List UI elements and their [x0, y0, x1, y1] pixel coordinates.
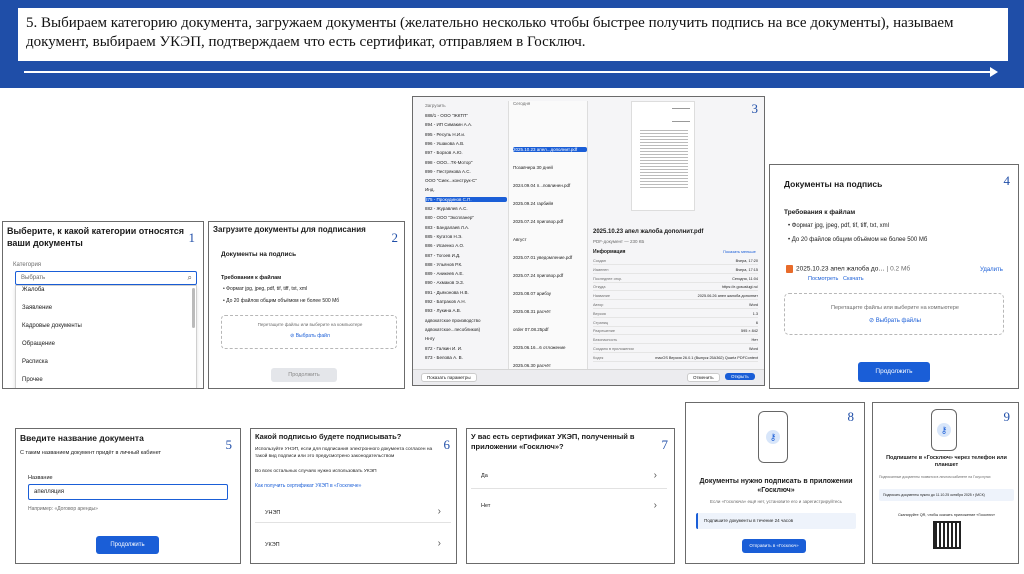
folder-item[interactable]: адвокатское...песобликов): [425, 326, 481, 332]
option-yes-label: Да: [481, 473, 488, 479]
info-key: Название: [593, 294, 610, 299]
qr-hint: Сканируйте QR, чтобы скачать приложение «Госключ»: [897, 513, 996, 517]
chevron-right-icon: ›: [437, 506, 441, 517]
panel-category: [2, 221, 204, 389]
info-key: Последнее откр.: [593, 276, 623, 281]
info-row: [593, 275, 758, 283]
folder-item[interactable]: 880 - ООО "Экспланер": [425, 215, 475, 221]
deadline-box: [879, 489, 1014, 501]
download-link[interactable]: Скачать: [843, 276, 864, 282]
info-key: Кодек: [593, 355, 604, 360]
notice-text: Подпишите документы в течение 24 часов: [704, 518, 793, 523]
info-key: Создан: [593, 259, 606, 263]
info-key: Безопасность: [593, 338, 618, 343]
requirement-size: • До 20 файлов общим объёмом не более 500 Мб: [788, 237, 928, 243]
option-receipt[interactable]: Расписка: [22, 359, 48, 365]
page-title: Какой подписью будете подписывать?: [255, 432, 402, 441]
info-row: [593, 354, 758, 362]
folder-item[interactable]: 883 - Бандалаев Л.А.: [425, 224, 470, 230]
info-value: 2025.06.26 апел жалоба дополнит: [697, 294, 758, 299]
delete-link[interactable]: Удалить: [980, 267, 1003, 273]
folder-item[interactable]: 875 - Прокудинов С.П.: [425, 197, 507, 202]
folder-item[interactable]: адвокатское производство: [425, 317, 481, 323]
category-dropdown: [15, 285, 197, 389]
file-size: 0.2 Мб: [890, 265, 911, 273]
info-value: Нет: [751, 338, 758, 343]
requirements-title: Требования к файлам: [784, 209, 856, 216]
folder-item[interactable]: 894 - ИП Симакин А.А.: [425, 122, 473, 128]
key-icon: ⚷: [937, 423, 951, 437]
info-value: Word: [748, 303, 758, 307]
option-ukep[interactable]: [255, 535, 451, 555]
panel-upload: [208, 221, 405, 389]
phone-icon: [758, 411, 788, 463]
file-item[interactable]: order 07.08.25pdf: [513, 327, 549, 332]
drop-text: Перетащите файлы или выберите на компьютере: [831, 305, 959, 311]
folder-item[interactable]: 898 - ООО...ТК-Мотор": [425, 159, 473, 165]
list-header: Сегодня: [513, 101, 531, 106]
panel-certificate: [466, 428, 675, 564]
info-row: [593, 292, 758, 300]
option-complaint[interactable]: Жалоба: [22, 287, 45, 293]
open-button[interactable]: Открыть: [725, 373, 755, 380]
option-unep-label: УНЭП: [265, 510, 281, 516]
selected-file-size: PDF-документ — 230 КБ: [593, 239, 645, 244]
name-input-value: апелляция: [34, 489, 65, 495]
arrow-right-icon: [24, 71, 996, 73]
panel-file-dialog: [412, 96, 765, 386]
folder-item[interactable]: Инд.: [425, 187, 435, 193]
info-value: 1.3: [752, 311, 758, 316]
info-row: [593, 336, 758, 344]
file-item[interactable]: 2025.08.07 арибзу: [513, 291, 552, 296]
file-item[interactable]: 2025.06.30 расчёт: [513, 363, 551, 368]
panel-number: 8: [847, 409, 854, 424]
paperclip-icon: ⊘: [869, 318, 876, 324]
folder-item[interactable]: 872 - Галкин И. И.: [425, 345, 463, 351]
chevron-right-icon: ›: [653, 470, 657, 481]
option-application[interactable]: Заявление: [22, 305, 53, 311]
choose-files-link[interactable]: ⊘ Выбрать файлы: [869, 318, 921, 324]
name-input[interactable]: [28, 484, 228, 500]
name-hint: Например: «Договор аренды»: [28, 506, 98, 512]
continue-button[interactable]: Продолжить: [96, 536, 159, 554]
sidebar-header: Загрузить: [425, 103, 446, 108]
unep-description: Используйте УНЭП, если для подписания электронного документа согласен на такой вид подписи или это предусмотрено законодательством: [255, 447, 433, 459]
info-row: [593, 266, 758, 274]
continue-button[interactable]: Продолжить: [858, 362, 930, 382]
install-hint: Если «Госключа» ещё нет, установите его и зарегистрируйтесь: [710, 499, 842, 504]
uploaded-file: 2025.10.23 апел жалоба до… | 0.2 Мб: [786, 265, 910, 273]
info-key: Создано в приложении: [593, 347, 634, 351]
info-row: [593, 345, 758, 353]
dialog-footer: [413, 369, 765, 386]
option-no[interactable]: [471, 495, 667, 519]
info-value: https://e.gosuslugi.ru/: [721, 285, 758, 290]
info-value: Вчера, 17:20: [735, 259, 758, 263]
info-value: macOS Версия 26.0.1 (Выпуск 25A362) Quartz PDFContext: [655, 355, 758, 360]
panel-number: 5: [225, 437, 232, 452]
option-no-label: Нет: [481, 503, 491, 509]
instruction-text: 5. Выбираем категорию документа, загружаем документы (желательно несколько чтобы быстрее получить подпись на все документы), называем документ, выбираем УКЭП, подтверждаем что есть сертификат, отправляем в Госключ.: [17, 7, 1009, 62]
selected-file-name: 2025.10.23 апел жалоба дополнит.pdf: [593, 229, 704, 235]
folder-item[interactable]: 891 - Дьяконова Н.В.: [425, 289, 469, 295]
panel-number: 6: [443, 437, 450, 452]
file-item[interactable]: 2025.10.23 апел...дополнит.pdf: [513, 147, 587, 152]
folder-item[interactable]: 887 - Тогоев И.Д.: [425, 252, 461, 258]
page-subtitle: С таким названием документ придёт в личный кабинет: [20, 450, 161, 456]
send-goskey-button[interactable]: Отправить в «Госключ»: [742, 539, 806, 553]
file-item[interactable]: 2025.08.31 расчёт: [513, 309, 551, 314]
qr-code-icon[interactable]: [935, 523, 959, 547]
page-title: Загрузите документы для подписания: [213, 225, 366, 234]
show-less-link[interactable]: Показать меньше: [723, 249, 756, 254]
folder-item[interactable]: 888 - Ульянов Р.К.: [425, 261, 463, 267]
folder-item[interactable]: 873 - Белова А. В.: [425, 354, 463, 360]
instruction-banner: [0, 0, 1024, 88]
info-key: Версия: [593, 311, 606, 316]
name-label: Название: [28, 475, 53, 481]
page-title: Документы нужно подписать в приложении «Госключ»: [699, 478, 853, 494]
key-icon: ⚷: [766, 430, 780, 444]
category-placeholder: Выбрать: [21, 275, 46, 281]
ukep-help-link[interactable]: Как получить сертификат УКЭП в «Госключе»: [255, 483, 362, 489]
panel-signature-type: [250, 428, 457, 564]
requirements-title: Требования к файлам: [221, 275, 282, 281]
folder-item[interactable]: 890 - Ахмаков Э.З.: [425, 280, 464, 286]
requirement-format: • Формат jpg, jpeg, pdf, tif, tiff, txt, xml: [788, 223, 890, 229]
panel-number: 4: [1003, 173, 1010, 188]
folder-item[interactable]: 897 - Борзов А.Ю.: [425, 150, 463, 156]
option-yes[interactable]: [471, 465, 667, 489]
file-item[interactable]: Позавчера 30 дней: [513, 165, 553, 170]
folder-item[interactable]: 888/1 - ООО "ЖКТП": [425, 113, 468, 118]
info-row: [593, 257, 758, 265]
panel-documents: [769, 164, 1019, 389]
show-params-button[interactable]: Показать параметры: [421, 373, 477, 382]
file-item[interactable]: 2025.09.24 гарбийя: [513, 201, 554, 206]
option-other[interactable]: Прочее: [22, 377, 43, 383]
folder-item[interactable]: 889 - Аникеев А.Е.: [425, 271, 464, 277]
info-row: [593, 301, 758, 309]
option-hr[interactable]: Кадровые документы: [22, 323, 82, 329]
file-item[interactable]: 2025.06.16...6 отложение: [513, 345, 566, 350]
info-key: Разрешение: [593, 329, 615, 334]
option-ukep-label: УКЭП: [265, 542, 280, 548]
folder-sidebar: [421, 101, 507, 369]
view-link[interactable]: Посмотреть: [808, 276, 839, 282]
option-unep[interactable]: [255, 503, 451, 523]
section-title: Документы на подпись: [221, 251, 297, 258]
cabinet-hint: Подписанные документы появятся в личном кабинете на Госуслугах: [879, 475, 991, 479]
info-value: 595 × 842: [741, 329, 758, 334]
info-row: [593, 319, 758, 327]
search-icon: ⌕: [187, 273, 192, 282]
drop-zone[interactable]: [221, 315, 397, 349]
file-item[interactable]: 2025.07.24 приговор.pdf: [513, 273, 564, 278]
panel-number: 3: [751, 101, 758, 116]
info-row: [593, 283, 758, 291]
scrollbar[interactable]: [192, 288, 195, 328]
panel-number: 2: [391, 230, 398, 245]
page-title: Документы на подпись: [784, 179, 883, 189]
panel-number: 1: [188, 230, 195, 245]
info-value: Сегодня, 11:04: [732, 276, 758, 281]
preview-text-lines: [640, 128, 688, 188]
folder-item[interactable]: 895 - Ресупь Н.И.и.: [425, 131, 466, 137]
requirement-size: • До 20 файлов общим объёмом не более 500 Мб: [223, 298, 340, 304]
file-list: [508, 101, 588, 369]
panel-qr: [872, 402, 1019, 564]
preview-heading-lines: [672, 108, 690, 122]
category-select[interactable]: [15, 271, 197, 285]
document-preview: [631, 101, 695, 211]
page-title: У вас есть сертификат УКЭП, полученный в приложении «Госключ»?: [471, 432, 635, 451]
notice-box: [696, 513, 856, 529]
file-item[interactable]: 2025.07.24 приговор.pdf: [513, 219, 564, 224]
info-row: [593, 327, 758, 335]
info-row: [593, 310, 758, 318]
folder-item[interactable]: 892 - Батраков А.Н.: [425, 299, 466, 304]
continue-button[interactable]: Продолжить: [271, 368, 337, 382]
requirement-format: • Формат jpg, jpeg, pdf, tif, tiff, txt, xml: [223, 286, 308, 292]
ukep-description: Во всех остальных случаях нужно использовать УКЭП: [255, 469, 377, 474]
info-value: Word: [748, 347, 758, 351]
panel-number: 9: [1003, 409, 1010, 424]
panel-number: 7: [661, 437, 668, 452]
paperclip-icon: ⊘: [290, 333, 296, 339]
folder-item[interactable]: 893 - Лукина А.В.: [425, 308, 461, 314]
page-title: Выберите, к какой категории относятся ваши документы: [7, 226, 185, 248]
file-item[interactable]: Август: [513, 237, 527, 242]
page-title: Подпишите в «Госключ» через телефон или планшет: [886, 455, 1007, 468]
info-value: Вчера, 17:15: [735, 267, 758, 272]
folder-item[interactable]: 882 - Журавлев А.С.: [425, 206, 468, 211]
info-title: Информация: [593, 249, 626, 255]
choose-file-link[interactable]: ⊘ Выбрать файл: [290, 333, 330, 339]
info-key: Автор: [593, 303, 604, 307]
chevron-right-icon: ›: [653, 500, 657, 511]
category-label: Категория: [13, 262, 42, 268]
drop-text: Перетащите файлы или выберите на компьютере: [257, 322, 363, 327]
option-appeal[interactable]: Обращение: [22, 341, 55, 347]
drop-zone[interactable]: [784, 293, 1004, 335]
info-key: Изменен: [593, 267, 609, 272]
file-item[interactable]: 2024.09.04 п...повлинен.pdf: [513, 183, 571, 188]
folder-item[interactable]: 896 - Ушакова А.В.: [425, 140, 465, 146]
panel-doc-name: [15, 428, 241, 564]
chevron-right-icon: ›: [437, 538, 441, 549]
folder-item[interactable]: 885 - Кугатов Н.Э.: [425, 233, 463, 239]
folder-item[interactable]: 899 - Пестрякова А.С.: [425, 168, 471, 174]
phone-icon: [931, 409, 957, 451]
info-key: Страниц: [593, 320, 609, 325]
file-item[interactable]: 2025.07.01 уведомление.pdf: [513, 255, 573, 260]
folder-item[interactable]: 886 - Исаенко А.О.: [425, 243, 465, 249]
deadline-text: Подписать документы нужно до 11.10.25 октября 2025 г (МСК): [883, 493, 985, 497]
panel-send-goskey: [685, 402, 865, 564]
folder-item[interactable]: ООО "Сиех...конструк-С": [425, 178, 477, 184]
info-value: 6: [755, 320, 758, 325]
page-title: Введите название документа: [20, 433, 144, 443]
info-key: Откуда: [593, 285, 606, 290]
folder-item[interactable]: Ннгу: [425, 336, 435, 342]
pdf-file-icon: [786, 265, 793, 273]
cancel-button[interactable]: Отменить: [687, 373, 720, 382]
info-table: [593, 257, 763, 367]
